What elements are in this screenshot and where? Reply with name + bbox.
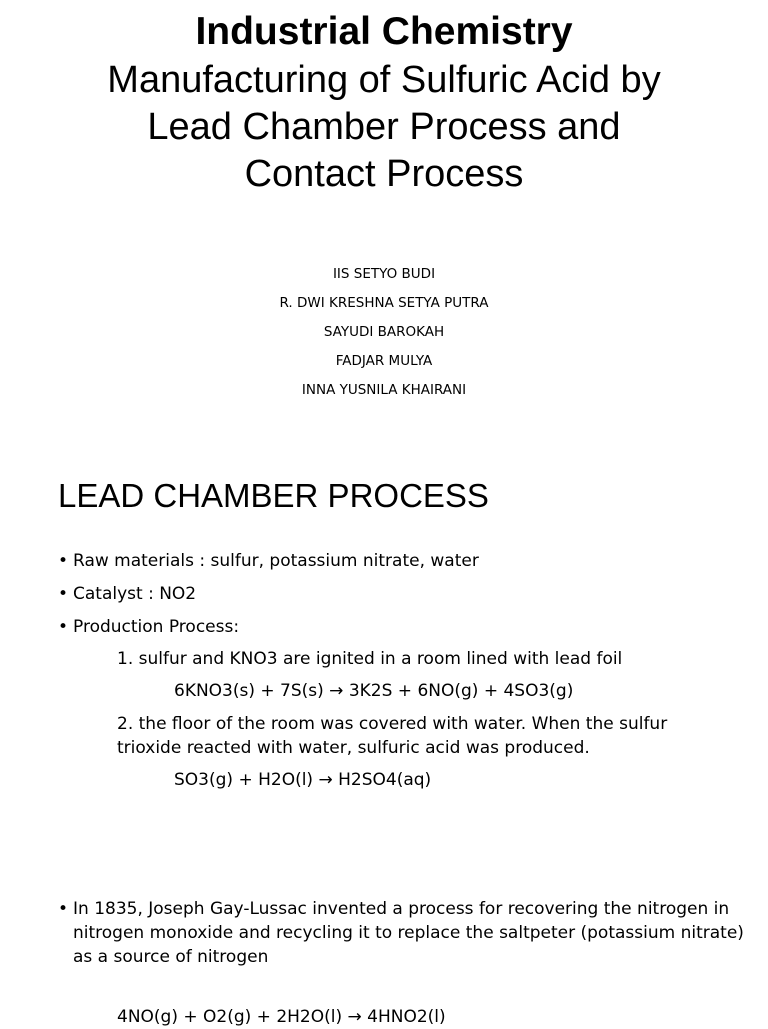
lead-chamber-slide (0, 460, 768, 1027)
author-list (0, 263, 768, 408)
title-slide (0, 0, 768, 420)
author-name: INNA YUSNILA KHAIRANI (301, 382, 467, 398)
reaction-equation-1: 6KNO3(s) + 7S(s) → 3K2S + 6NO(g) + 4SO3(g) (174, 681, 574, 701)
process-step-2: 2. the floor of the room was covered with water. When the sulfur trioxide reacted with water, sulfuric acid was produced. (117, 714, 668, 758)
slide-title: LEAD CHAMBER PROCESS (58, 477, 489, 514)
author-name: SAYUDI BAROKAH (323, 324, 445, 340)
author-name: FADJAR MULYA (335, 353, 433, 369)
history-note: • In 1835, Joseph Gay-Lussac invented a process for recovering the nitrogen in nitrogen monoxide and recycling it to replace the saltpeter (potassium nitrate) as a source of nitrogen (58, 897, 753, 969)
presentation-subtitle: Manufacturing of Sulfuric Acid by Lead Chamber Process and Contact Process (107, 59, 661, 195)
reaction-equation-3: 4NO(g) + O2(g) + 2H2O(l) → 4HNO2(l) (117, 1007, 446, 1027)
author-name: IIS SETYO BUDI (332, 266, 436, 282)
process-step-1: 1. sulfur and KNO3 are ignited in a room lined with lead foil (117, 649, 623, 669)
bullet-item: • Production Process: (58, 615, 738, 648)
reaction-equation-2: SO3(g) + H2O(l) → H2SO4(aq) (174, 770, 432, 790)
author-name: R. DWI KRESHNA SETYA PUTRA (279, 295, 489, 311)
bullet-item: • Catalyst : NO2 (58, 582, 738, 615)
bullet-list (58, 549, 738, 648)
bullet-item: • Raw materials : sulfur, potassium nitrate, water (58, 549, 738, 582)
presentation-title: Industrial Chemistry (195, 10, 573, 53)
